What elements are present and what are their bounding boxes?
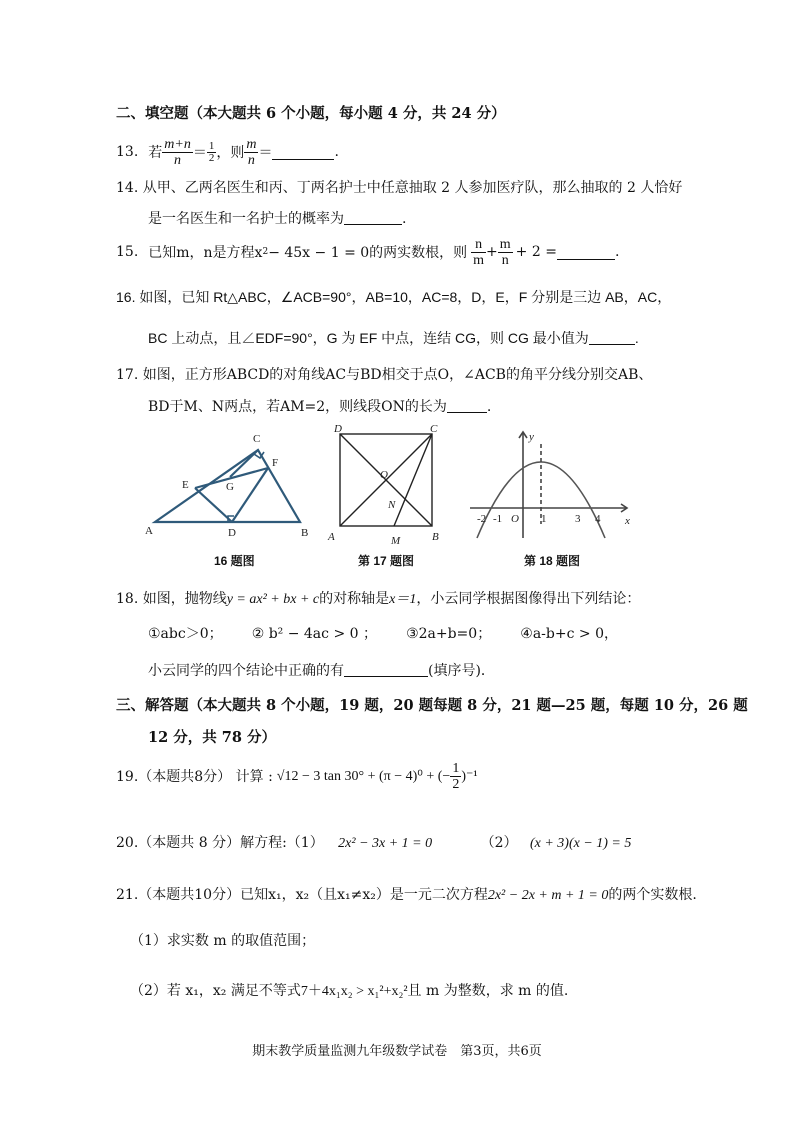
label-c: C [253, 433, 261, 445]
figure-17-caption: 第 17 题图 [358, 554, 415, 568]
segment-ed [195, 488, 232, 522]
conclusion-2: ② b² − 4ac > 0 ； [251, 626, 377, 642]
question-text: 21.（本题共10分）已知x₁，x₂（且x₁≠x₂）是一元二次方程 [116, 887, 488, 903]
label-m: M [391, 535, 401, 547]
conclusion-3: ③2a+b=0； [406, 626, 492, 642]
label-n: N [388, 499, 396, 511]
axis-x-label: x [625, 515, 630, 527]
question-text: BC 上动点，且∠EDF=90°，G 为 EF 中点，连结 CG，则 CG 最小值为 [148, 330, 589, 346]
figure-16-caption: 16 题图 [214, 554, 255, 568]
answer-blank[interactable] [447, 398, 487, 413]
inequality: 7＋4x₁x₂ > x₁²+x₂² [300, 984, 408, 999]
formula: x＝1 [389, 592, 417, 607]
question-21-line-1 [116, 884, 697, 904]
tick-label: -2 [477, 513, 487, 525]
conclusion-4: ④a-b+c > 0， [520, 626, 618, 642]
exponent: 2 [262, 247, 269, 257]
question-number: 13. [116, 144, 139, 160]
fraction: $\frac{m}{n}$ [499, 236, 511, 268]
equation: 2x² − 2x + m + 1 = 0 [487, 888, 609, 903]
plus-sign: + [486, 244, 498, 260]
question-text: 19.（本题共8分） 计算 : [116, 769, 273, 785]
tick-label: -1 [493, 513, 503, 525]
question-18-line-1 [116, 588, 640, 608]
question-21-part-1: （1）求实数 m 的取值范围； [130, 933, 316, 949]
question-text: − 45x − 1 = 0的两实数根，则 [268, 245, 468, 261]
answer-blank[interactable] [557, 245, 615, 260]
question-16-line-2 [148, 328, 639, 348]
question-text: 且 m 为整数，求 m 的值. [407, 983, 569, 999]
bisector-cm [394, 434, 432, 526]
period: . [614, 244, 620, 260]
question-14-line-1: 14. 从甲、乙两名医生和丙、丁两名护士中任意抽取 2 人参加医疗队，那么抽取的 2 人恰好 [116, 180, 683, 196]
question-18-line-3 [148, 660, 495, 680]
label-f: F [272, 457, 279, 469]
formula: )⁻¹ [461, 768, 478, 784]
question-text: （2） [480, 835, 518, 851]
formula: y = ax² + bx + c [226, 592, 320, 607]
conclusion-1: ①abc＞0； [148, 626, 223, 642]
question-text: ，则 [216, 145, 245, 161]
answer-blank[interactable] [344, 210, 402, 225]
tick-label: 1 [541, 513, 547, 525]
fraction: $\frac{m}{n}$ [246, 136, 257, 168]
page-footer: 期末教学质量监测九年级数学试卷 第3页，共6页 [252, 1044, 542, 1059]
question-20 [116, 832, 631, 852]
question-text: 是一名医生和一名护士的概率为 [148, 211, 344, 227]
section-title-line-1: 三、解答题（本大题共 8 个小题，19 题，20 题每题 8 分，21 题—25 题，每题 10 分，26 题 [116, 697, 748, 714]
label-g: G [226, 481, 234, 493]
question-17-line-2 [148, 396, 491, 416]
question-text: 18. 如图，抛物线 [116, 591, 227, 607]
question-text: 20.（本题共 8 分）解方程:（1） [116, 835, 324, 851]
section-title-line-2: 12 分，共 78 分） [148, 729, 277, 746]
label-b: B [432, 531, 439, 543]
question-15 [116, 232, 619, 272]
fraction-half: $\frac{1}{2}$ [208, 139, 215, 164]
period: . [486, 399, 492, 415]
tick-label: 4 [595, 513, 601, 525]
question-text: (填序号)． [428, 663, 495, 679]
equation-2: (x + 3)(x − 1) = 5 [529, 836, 632, 851]
tick-label: 3 [575, 513, 581, 525]
figure-17-square [326, 422, 448, 550]
formula: √12 − 3 tan 30° + (π − 4)⁰ + (− [276, 768, 451, 784]
equals-sign: ＝ [192, 145, 207, 161]
origin-label: O [511, 513, 519, 525]
label-b: B [301, 527, 309, 539]
equals-sign: ＝ [258, 145, 273, 161]
question-text: ，小云同学根据图像得出下列结论： [416, 591, 641, 607]
answer-blank[interactable] [272, 145, 334, 160]
section-title: 二、填空题（本大题共 6 个小题，每小题 4 分，共 24 分） [116, 105, 506, 122]
equation-1: 2x² − 3x + 1 = 0 [338, 836, 433, 851]
question-17-line-1: 17. 如图，正方形ABCD的对角线AC与BD相交于点O，∠ACB的角平分线分别交AB、 [116, 367, 653, 383]
label-e: E [182, 479, 189, 491]
question-13 [116, 132, 339, 172]
question-text: （2）若 x₁，x₂ 满足不等式 [130, 983, 301, 999]
question-18-conclusions [148, 623, 618, 643]
question-text: 的对称轴是 [319, 591, 390, 607]
question-number: 15. [116, 244, 139, 260]
question-14-line-2 [148, 208, 406, 228]
figure-18-parabola [465, 426, 640, 544]
label-d: D [334, 423, 342, 435]
period: . [402, 211, 407, 227]
fraction: $\frac{n}{m}$ [473, 236, 485, 268]
period: . [334, 144, 339, 160]
fraction: $\frac{1}{2}$ [452, 760, 460, 792]
label-d: D [228, 527, 236, 539]
label-a: A [328, 531, 335, 543]
fraction: $\frac{m+n}{n}$ [164, 136, 191, 168]
question-text: 已知m，n是方程x [148, 245, 263, 261]
axis-y-label: y [529, 431, 534, 443]
question-text: 小云同学的四个结论中正确的有 [148, 663, 344, 679]
question-text: BD于M、N两点，若AM=2，则线段ON的长为 [148, 399, 447, 415]
answer-blank[interactable] [589, 330, 635, 345]
label-c: C [430, 423, 438, 435]
label-o: O [380, 469, 388, 481]
label-a: A [145, 525, 153, 537]
question-19 [116, 756, 478, 796]
question-16-line-1: 16. 如图，已知 Rt△ABC，∠ACB=90°，AB=10，AC=8，D，E，F 分别是三边 AB，AC， [116, 289, 672, 305]
question-text: 的两个实数根. [608, 887, 697, 903]
period: . [634, 330, 639, 346]
figure-18-caption: 第 18 题图 [524, 554, 581, 568]
question-21-part-2 [130, 980, 568, 1000]
question-text: 若 [148, 145, 163, 161]
answer-blank[interactable] [344, 662, 428, 677]
figure-16-triangle [140, 428, 315, 548]
question-text: + 2 = [515, 244, 557, 260]
